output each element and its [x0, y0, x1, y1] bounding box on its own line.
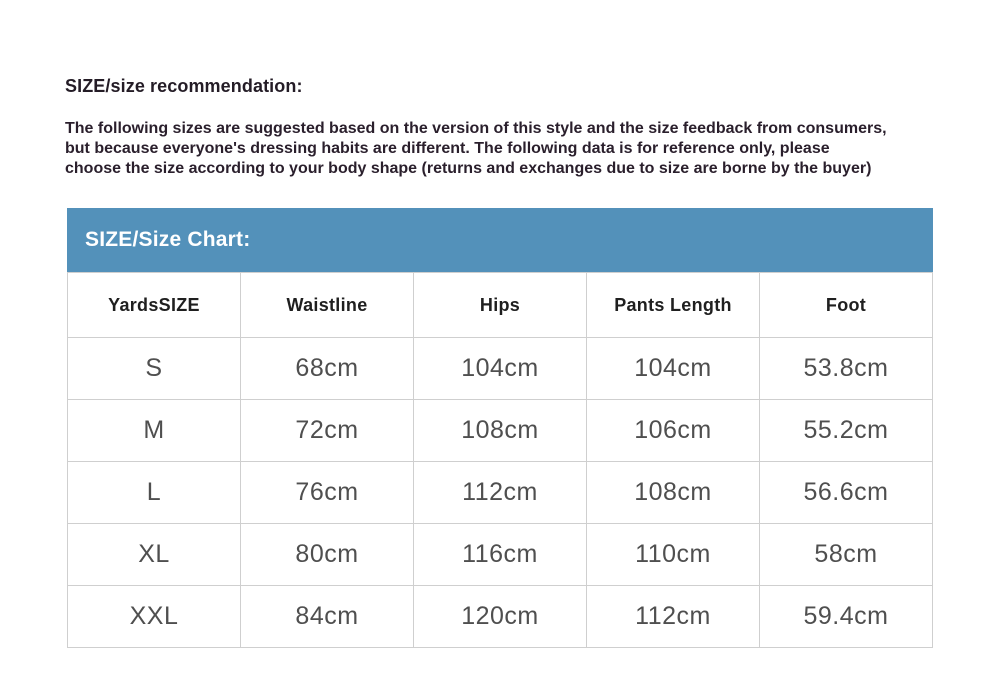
size-recommendation-heading: SIZE/size recommendation:	[65, 76, 303, 96]
size-chart-table	[67, 272, 933, 648]
size-chart-section	[67, 208, 933, 648]
size-disclaimer-paragraph	[65, 119, 887, 179]
column-header-waistline: Waistline	[241, 273, 414, 338]
table-row-s	[68, 338, 933, 400]
pants-length-value: 104cm	[587, 338, 760, 400]
table-row-xl	[68, 524, 933, 586]
pants-length-value: 110cm	[587, 524, 760, 586]
hips-value: 120cm	[414, 586, 587, 648]
waistline-value: 84cm	[241, 586, 414, 648]
hips-value: 116cm	[414, 524, 587, 586]
size-label: XXL	[68, 586, 241, 648]
waistline-value: 72cm	[241, 400, 414, 462]
hips-value: 112cm	[414, 462, 587, 524]
size-label: S	[68, 338, 241, 400]
column-header-yards-size: YardsSIZE	[68, 273, 241, 338]
size-chart-title-bar	[67, 208, 933, 272]
size-label: L	[68, 462, 241, 524]
waistline-value: 68cm	[241, 338, 414, 400]
waistline-value: 80cm	[241, 524, 414, 586]
table-row-l	[68, 462, 933, 524]
hips-value: 108cm	[414, 400, 587, 462]
waistline-value: 76cm	[241, 462, 414, 524]
foot-value: 56.6cm	[760, 462, 933, 524]
foot-value: 53.8cm	[760, 338, 933, 400]
disclaimer-line-1: The following sizes are suggested based on the version of this style and the size feedback from consumers,	[65, 120, 887, 137]
foot-value: 58cm	[760, 524, 933, 586]
column-header-pants-length: Pants Length	[587, 273, 760, 338]
column-header-hips: Hips	[414, 273, 587, 338]
foot-value: 59.4cm	[760, 586, 933, 648]
table-row-m	[68, 400, 933, 462]
hips-value: 104cm	[414, 338, 587, 400]
size-chart-title: SIZE/Size Chart:	[85, 228, 251, 251]
disclaimer-line-2: but because everyone's dressing habits are different. The following data is for reference only, please	[65, 140, 830, 157]
disclaimer-line-3: choose the size according to your body shape (returns and exchanges due to size are borne by the buyer)	[65, 160, 872, 177]
foot-value: 55.2cm	[760, 400, 933, 462]
pants-length-value: 108cm	[587, 462, 760, 524]
column-header-foot: Foot	[760, 273, 933, 338]
size-label: M	[68, 400, 241, 462]
pants-length-value: 106cm	[587, 400, 760, 462]
table-header-row	[68, 273, 933, 338]
size-label: XL	[68, 524, 241, 586]
table-row-xxl	[68, 586, 933, 648]
pants-length-value: 112cm	[587, 586, 760, 648]
